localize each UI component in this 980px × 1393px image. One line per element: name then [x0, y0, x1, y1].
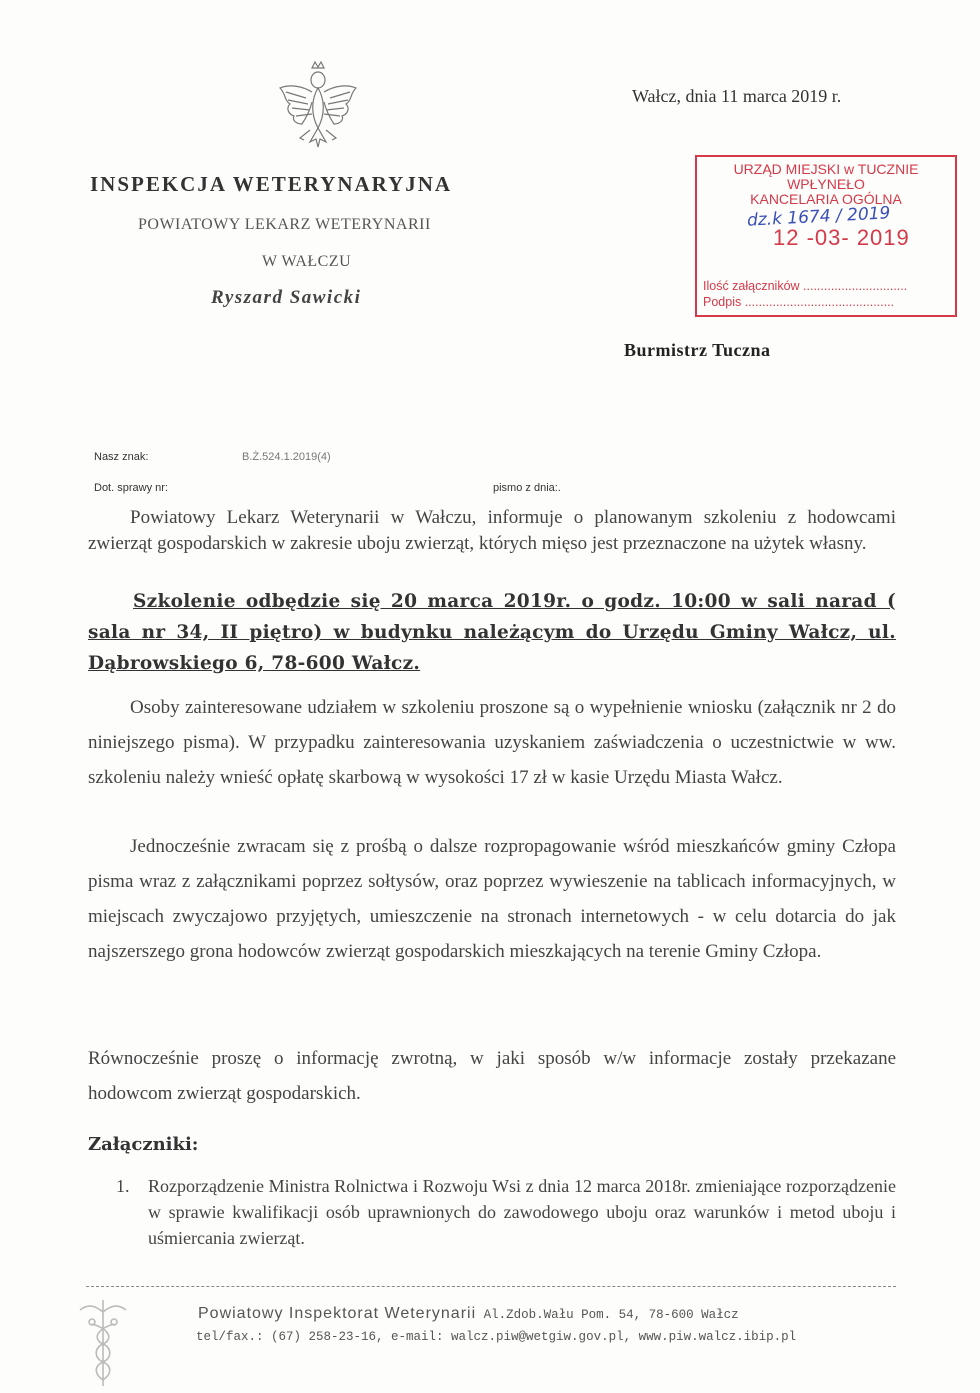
our-reference-value: B.Ż.524.1.2019(4)	[242, 451, 331, 463]
attachment-item	[116, 1173, 896, 1251]
office-city: W WAŁCZU	[262, 253, 352, 270]
officer-name: Ryszard Sawicki	[211, 287, 362, 308]
footer-contact: tel/fax.: (67) 258-23-16, e-mail: walcz.piw@wetgiw.gov.pl, www.piw.walcz.ibip.pl	[196, 1330, 797, 1344]
footer-office: Powiatowy Inspektorat Weterynarii	[198, 1305, 477, 1322]
paragraph-feedback: Równocześnie proszę o informację zwrotną, w jaki sposób w/w informacje zostały przekazane hodowcom zwierząt gospodarskich.	[88, 1048, 896, 1104]
case-number-label: Dot. sprawy nr:	[94, 482, 168, 494]
stamp-signature: Podpis ...........................................	[703, 295, 895, 309]
stamp-attachments-count: Ilość załączników ..............................	[703, 279, 908, 293]
footer-office-line	[198, 1305, 739, 1323]
training-details-text: Szkolenie odbędzie się 20 marca 2019r. o godz. 10:00 w sali narad ( sala nr 34, II piętro) w budynku należącym do Urzędu Gminy Wałcz, ul. Dąbrowskiego 6, 78-600 Wałcz.	[88, 591, 896, 674]
place-and-date: Wałcz, dnia 11 marca 2019 r.	[632, 86, 842, 106]
office-title: POWIATOWY LEKARZ WETERYNARII	[138, 216, 431, 233]
paragraph-application	[88, 690, 896, 795]
footer-address: Al.Zdob.Wału Pom. 54, 78-600 Wałcz	[476, 1308, 739, 1322]
stamp-received: WPŁYNEŁO	[787, 176, 865, 192]
attachment-text: Rozporządzenie Ministra Rolnictwa i Rozwoju Wsi z dnia 12 marca 2018r. zmieniające rozporządzenie w sprawie kwalifikacji osób uprawnionych do zawodowego uboju oraz warunków i metod uboju i uśmiercania zwierząt.	[148, 1176, 896, 1248]
paragraph-intro	[88, 505, 896, 557]
paragraph-application-text: Osoby zainteresowane udziałem w szkoleniu proszone są o wypełnienie wniosku (załącznik nr 2 do niniejszego pisma). W przypadku zainteresowania uzyskaniem zaświadczenia o uczestnictwie w ww. szkoleniu należy wnieść opłatę skarbową w wysokości 17 zł w kasie Urzędu Miasta Wałcz.	[88, 697, 896, 788]
addressee: Burmistrz Tuczna	[624, 340, 771, 360]
paragraph-promotion	[88, 829, 896, 969]
stamp-department: KANCELARIA OGÓLNA	[750, 191, 902, 207]
footer-divider	[86, 1286, 896, 1287]
attachment-number: 1.	[116, 1176, 130, 1196]
stamp-registry-handwritten: dz.k 1674 / 2019	[746, 203, 891, 231]
receipt-stamp	[695, 155, 957, 317]
polish-eagle-emblem-icon	[272, 58, 364, 158]
stamp-office: URZĄD MIEJSKI w TUCZNIE	[733, 161, 919, 177]
our-reference-label: Nasz znak:	[94, 451, 149, 463]
caduceus-logo-icon	[68, 1296, 138, 1388]
stamp-date: 12 -03- 2019	[773, 225, 910, 250]
attachments-heading: Załączniki:	[88, 1134, 199, 1155]
training-details	[88, 586, 896, 679]
paragraph-intro-text: Powiatowy Lekarz Weterynarii w Wałczu, informuje o planowanym szkoleniu z hodowcami zwierząt gospodarskich w zakresie uboju zwierząt, których mięso jest przeznaczone na użytek własny.	[88, 507, 896, 554]
letter-date-label: pismo z dnia:.	[493, 482, 561, 494]
paragraph-promotion-text: Jednocześnie zwracam się z prośbą o dalsze rozpropagowanie wśród mieszkańców gminy Człopa pisma wraz z załącznikami poprzez sołtysów, oraz poprzez wywieszenie na tablicach informacyjnych, w miejscach zwyczajowo przyjętych, umieszczenie na stronach internetowych - w celu dotarcia do jak najszerszego grona hodowców zwierząt gospodarskich mieszkających na terenie Gminy Człopa.	[88, 836, 896, 962]
institution-title: INSPEKCJA WETERYNARYJNA	[90, 172, 453, 196]
